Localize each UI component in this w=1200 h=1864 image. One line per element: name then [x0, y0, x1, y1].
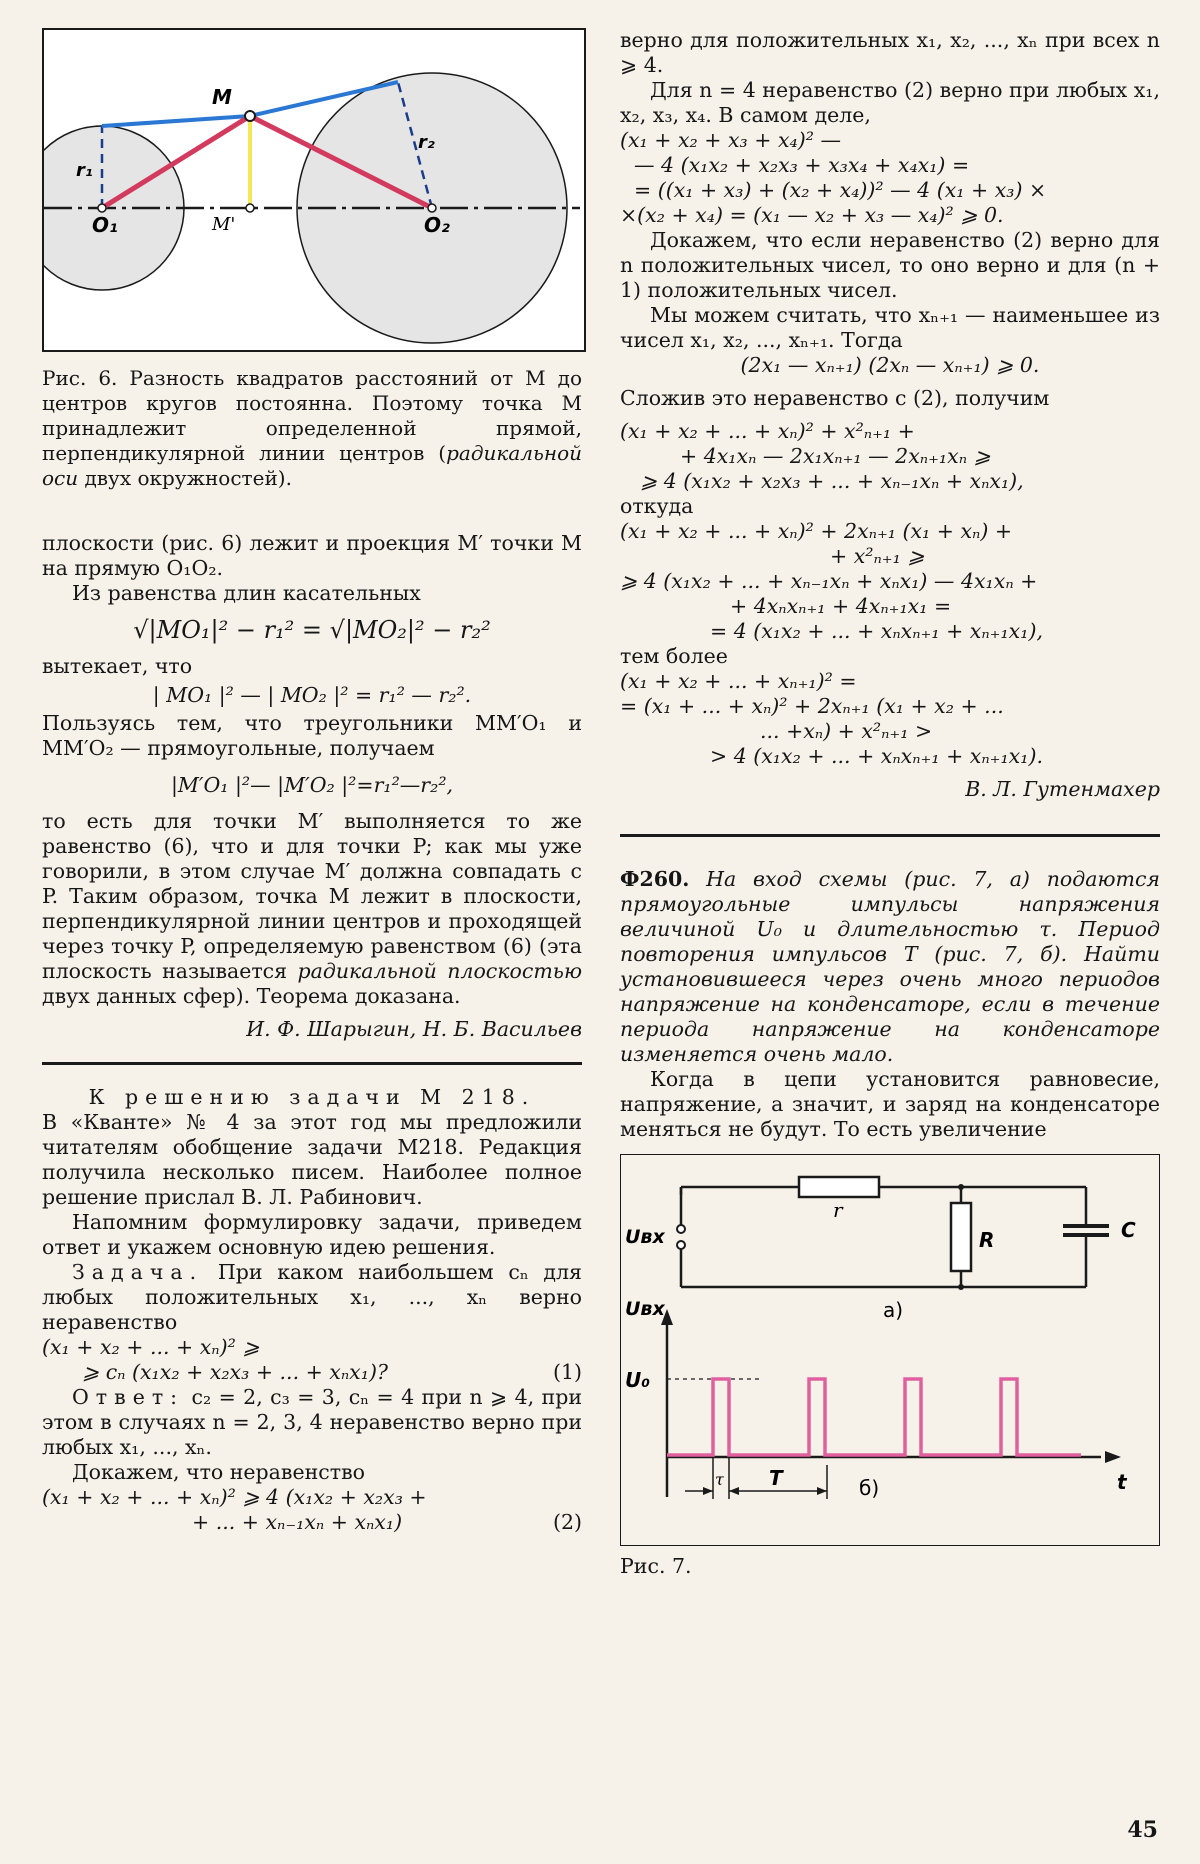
signature: В. Л. Гутенмахер [965, 777, 1160, 801]
equation: — 4 (x₁x₂ + x₂x₃ + x₃x₄ + x₄x₁) = [634, 153, 970, 177]
figure-7-caption: Рис. 7. [620, 1554, 692, 1578]
left-column [42, 28, 582, 1535]
paragraph: Ответ: c₂ = 2, c₃ = 3, cₙ = 4 при n ⩾ 4, при этом в случаях n = 2, 3, 4 неравенство верно при любых x₁, ..., xₙ. [42, 1385, 582, 1459]
figure-6-drawing [44, 30, 580, 346]
paragraph: Из равенства длин касательных [72, 581, 421, 605]
label-T: T [769, 1466, 783, 1490]
equation: (x₁ + x₂ + ... + xₙ)² + 2xₙ₊₁ (x₁ + xₙ) + [620, 519, 1013, 543]
paragraph: Мы можем считать, что xₙ₊₁ — наименьшее из чисел x₁, x₂, ..., xₙ₊₁. Тогда [620, 303, 1160, 352]
equation: (x₁ + x₂ + ... + xₙ)² ⩾ 4 (x₁x₂ + x₂x₃ + [42, 1485, 427, 1509]
equation: ×(x₂ + x₄) = (x₁ — x₂ + x₃ — x₄)² ⩾ 0. [620, 203, 1004, 227]
equation: ... +xₙ) + x²ₙ₊₁ > [760, 719, 933, 743]
paragraph: верно для положительных x₁, x₂, ..., xₙ при всех n ⩾ 4. [620, 28, 1160, 77]
label-r1: r₁ [76, 160, 93, 181]
page-number: 45 [1127, 1817, 1158, 1843]
equation: = (x₁ + ... + xₙ)² + 2xₙ₊₁ (x₁ + x₂ + ... [620, 694, 1004, 718]
label-r: r [833, 1198, 843, 1222]
paragraph: Когда в цепи установится равновесие, напряжение, а значит, и заряд на конденсаторе меняться не будут. То есть увеличение [620, 1067, 1160, 1141]
paragraph: Сложив это неравенство с (2), получим [620, 386, 1050, 410]
equation: = ((x₁ + x₃) + (x₂ + x₄))² — 4 (x₁ + x₃) × [634, 178, 1047, 202]
equation: (x₁ + x₂ + ... + xₙ)² + x²ₙ₊₁ + [620, 419, 915, 443]
equation: + 4xₙxₙ₊₁ + 4xₙ₊₁x₁ = [730, 594, 952, 618]
divider [620, 834, 1160, 837]
equation: + ... + xₙ₋₁xₙ + xₙx₁) (2) [192, 1510, 582, 1534]
equation: (x₁ + x₂ + ... + xₙ)² ⩾ [42, 1335, 260, 1359]
label-R: R [979, 1228, 995, 1252]
label-Uvx: Uвх [625, 1226, 665, 1248]
label-M: M [212, 85, 232, 109]
label-O2: O₂ [424, 213, 450, 237]
figure-6-caption: Рис. 6. Разность квадратов расстояний от M до центров кругов постоянна. Поэтому точка M принадлежит определенной прямой, перпендикулярной линии центров (радикальной оси двух окружностей). [42, 366, 582, 490]
paragraph: плоскости (рис. 6) лежит и проекция M′ точки M на прямую O₁O₂. [42, 531, 582, 580]
figure-6 [42, 28, 586, 352]
figure-7 [620, 1154, 1160, 1546]
paragraph: Докажем, что неравенство [72, 1460, 365, 1484]
equation: |M′O₁ |²— |M′O₂ |²=r₁²—r₂², [170, 773, 454, 797]
paragraph: то есть для точки M′ выполняется то же равенство (6), что и для точки P; как мы уже говорили, в этом случае M′ должна совпадать с P. Таким образом, точка M лежит в плоскости, перпендикулярной линии центров и проходящей через точку P, определяемую равенством (6) (эта плоскость называется радикальной плоскостью двух данных сфер). Теорема доказана. [42, 809, 582, 1008]
problem-statement: Ф260. На вход схемы (рис. 7, а) подаются прямоугольные импульсы напряжения величиной U₀ и длительностью τ. Период повторения импульсов T (рис. 7, б). Найти установившееся через очень много периодов напряжение на конденсаторе, если в течение периода напряжение на конденсаторе изменяется очень мало. [620, 867, 1160, 1066]
paragraph: откуда [620, 494, 694, 518]
equation: ⩾ 4 (x₁x₂ + x₂x₃ + ... + xₙ₋₁xₙ + xₙx₁), [640, 469, 1024, 493]
equation: = 4 (x₁x₂ + ... + xₙxₙ₊₁ + xₙ₊₁x₁), [710, 619, 1043, 643]
equation: > 4 (x₁x₂ + ... + xₙxₙ₊₁ + xₙ₊₁x₁). [710, 744, 1043, 768]
label-Uvx-axis: Uвх [625, 1298, 665, 1320]
paragraph: Докажем, что если неравенство (2) верно для n положительных чисел, то оно верно и для (n + 1) положительных чисел. [620, 228, 1160, 302]
paragraph: В «Кванте» № 4 за этот год мы предложили читателям обобщение задачи М218. Редакция получила несколько писем. Наиболее полное решение прислал В. Л. Рабинович. [42, 1110, 582, 1209]
right-column [620, 28, 1160, 1579]
label-U0: U₀ [625, 1368, 650, 1392]
paragraph: Напомним формулировку задачи, приведем ответ и укажем основную идею решения. [42, 1210, 582, 1259]
label-b: б) [859, 1476, 880, 1500]
divider [42, 1062, 582, 1065]
paragraph: Задача. При каком наибольшем cₙ для любых положительных x₁, ..., xₙ верно неравенство [42, 1260, 582, 1334]
equation: √|MO₁|² − r₁² = √|MO₂|² − r₂² [133, 616, 491, 644]
paragraph: Для n = 4 неравенство (2) верно при любых x₁, x₂, x₃, x₄. В самом деле, [620, 78, 1160, 127]
pulse-train [667, 1379, 1081, 1455]
paragraph: вытекает, что [42, 654, 193, 678]
paragraph: Пользуясь тем, что треугольники MM′O₁ и MM′O₂ — прямоугольные, получаем [42, 711, 582, 760]
equation: | MO₁ |² — | MO₂ |² = r₁² — r₂². [152, 683, 472, 707]
equation: ⩾ 4 (x₁x₂ + ... + xₙ₋₁xₙ + xₙx₁) — 4x₁xₙ + [620, 569, 1038, 593]
signature: И. Ф. Шарыгин, Н. Б. Васильев [246, 1017, 582, 1041]
label-O1: O₁ [92, 213, 118, 237]
equation: (x₁ + x₂ + x₃ + x₄)² — [620, 128, 841, 152]
label-a: а) [883, 1298, 904, 1322]
equation: + 4x₁xₙ — 2x₁xₙ₊₁ — 2xₙ₊₁xₙ ⩾ [680, 444, 991, 468]
label-M-prime: M' [212, 214, 236, 235]
figure-7-drawing [621, 1155, 1157, 1543]
paragraph: тем более [620, 644, 728, 668]
equation: (x₁ + x₂ + ... + xₙ₊₁)² = [620, 669, 857, 693]
equation: (2x₁ — xₙ₊₁) (2xₙ — xₙ₊₁) ⩾ 0. [740, 353, 1040, 377]
section-heading: К решению задачи М 218. [88, 1085, 536, 1109]
label-tau: τ [715, 1470, 724, 1489]
label-t: t [1117, 1470, 1127, 1494]
equation: ⩾ cₙ (x₁x₂ + x₂x₃ + ... + xₙx₁)? (1) [82, 1360, 582, 1384]
equation: + x²ₙ₊₁ ⩾ [830, 544, 925, 568]
label-C: C [1121, 1218, 1136, 1242]
label-r2: r₂ [418, 132, 435, 153]
